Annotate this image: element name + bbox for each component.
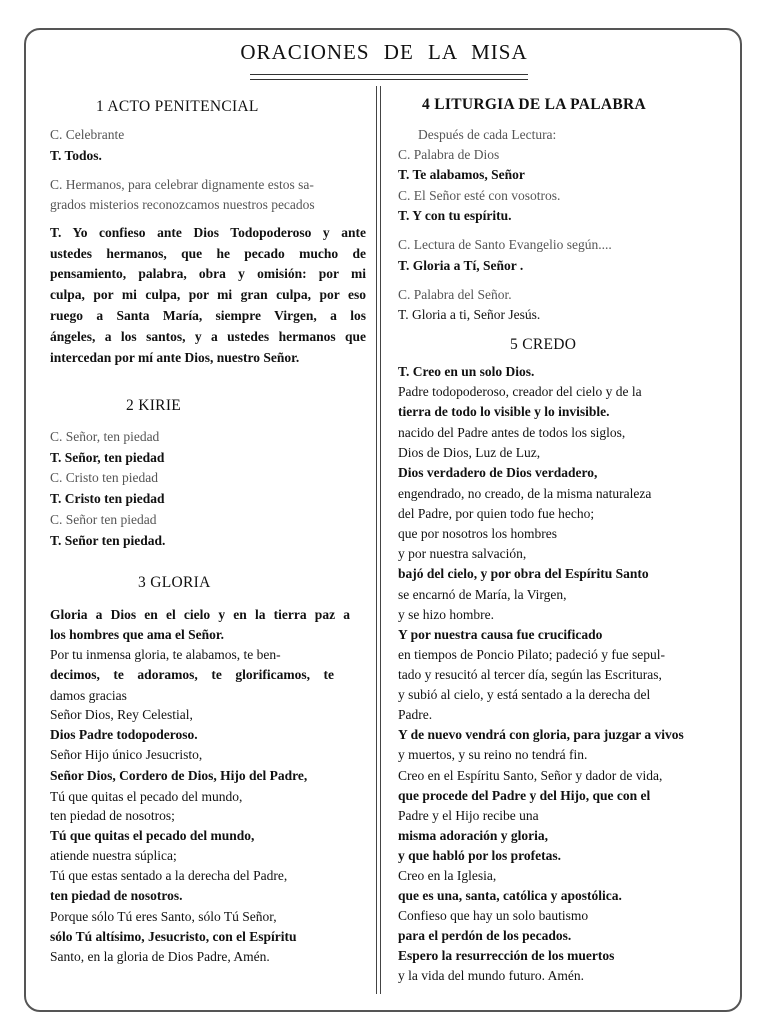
section-line: culpa, por mi culpa, por mi gran culpa, por eso — [50, 287, 366, 302]
section-line: Porque sólo Tú eres Santo, sólo Tú Señor, — [50, 909, 277, 924]
section-line: sólo Tú altísimo, Jesucristo, con el Espíritu — [50, 929, 297, 944]
section-line: Creo en la Iglesia, — [398, 868, 497, 883]
section-line: Después de cada Lectura: — [418, 127, 557, 142]
section-line: en tiempos de Poncio Pilato; padeció y fue sepul- — [398, 647, 665, 662]
column-divider — [376, 86, 381, 994]
section-line: decimos, te adoramos, te glorificamos, te — [50, 667, 334, 682]
section-line: intercedan por mí ante Dios, nuestro Señor. — [50, 350, 300, 365]
section-line: Padre. — [398, 707, 433, 722]
section-line: bajó del cielo, y por obra del Espíritu Santo — [398, 566, 649, 581]
section-line: ruego a Santa María, siempre Virgen, a los — [50, 308, 366, 323]
section-line: Gloria a Dios en el cielo y en la tierra paz a — [50, 607, 350, 622]
section-line: que procede del Padre y del Hijo, que con el — [398, 788, 651, 803]
section-line: se encarnó de María, la Virgen, — [398, 587, 567, 602]
section-line: que es una, santa, católica y apostólica. — [398, 888, 622, 903]
section-line: Santo, en la gloria de Dios Padre, Amén. — [50, 949, 270, 964]
section-line: Y por nuestra causa fue crucificado — [398, 627, 603, 642]
section-line: C. Cristo ten piedad — [50, 470, 158, 485]
section-line: T. Yo confieso ante Dios Todopoderoso y ante — [50, 225, 366, 240]
section-line: pensamiento, palabra, obra y omisión: por mi — [50, 266, 366, 281]
section-line: T. Gloria a ti, Señor Jesús. — [398, 307, 541, 322]
section-line: que por nosotros los hombres — [398, 526, 557, 541]
section-line: T. Y con tu espíritu. — [398, 208, 512, 223]
section-title-acto-penitencial: 1 ACTO PENITENCIAL — [96, 98, 259, 115]
section-line: C. Hermanos, para celebrar dignamente estos sa- — [50, 177, 314, 192]
section-line: C. Celebrante — [50, 127, 125, 142]
section-line: T. Todos. — [50, 148, 102, 163]
section-line: grados misterios reconozcamos nuestros pecados — [50, 197, 315, 212]
section-line: ten piedad de nosotros. — [50, 888, 183, 903]
section-line: nacido del Padre antes de todos los siglos, — [398, 425, 626, 440]
section-line: y subió al cielo, y está sentado a la derecha del — [398, 687, 651, 702]
section-line: T. Gloria a Tí, Señor . — [398, 258, 524, 273]
section-line: tierra de todo lo visible y lo invisible. — [398, 404, 610, 419]
section-line: y por nuestra salvación, — [398, 546, 527, 561]
section-line: atiende nuestra súplica; — [50, 848, 177, 863]
section-line: T. Creo en un solo Dios. — [398, 364, 535, 379]
section-line: T. Señor, ten piedad — [50, 450, 165, 465]
section-title-liturgia-de-la-palabra: 4 LITURGIA DE LA PALABRA — [422, 96, 646, 113]
section-line: Espero la resurrección de los muertos — [398, 948, 615, 963]
section-line: C. Señor ten piedad — [50, 512, 157, 527]
section-line: Dios Padre todopoderoso. — [50, 727, 198, 742]
section-line: y se hizo hombre. — [398, 607, 494, 622]
section-line: Tú que quitas el pecado del mundo, — [50, 828, 255, 843]
section-line: C. Lectura de Santo Evangelio según.... — [398, 237, 612, 252]
section-line: C. Palabra del Señor. — [398, 287, 512, 302]
section-line: ustedes hermanos, que he pecado mucho de — [50, 246, 366, 261]
section-line: tado y resucitó al tercer día, según las Escrituras, — [398, 667, 662, 682]
section-line: C. El Señor esté con vosotros. — [398, 188, 561, 203]
section-line: Padre y el Hijo recibe una — [398, 808, 539, 823]
section-line: Dios de Dios, Luz de Luz, — [398, 445, 541, 460]
section-line: Creo en el Espíritu Santo, Señor y dador de vida, — [398, 768, 663, 783]
section-line: Señor Dios, Rey Celestial, — [50, 707, 193, 722]
section-line: Padre todopoderoso, creador del cielo y de la — [398, 384, 642, 399]
section-line: damos gracias — [50, 688, 127, 703]
section-line: C. Señor, ten piedad — [50, 429, 160, 444]
title-underline — [250, 74, 528, 75]
section-line: Señor Hijo único Jesucristo, — [50, 747, 203, 762]
section-line: Confieso que hay un solo bautismo — [398, 908, 589, 923]
section-line: Por tu inmensa gloria, te alabamos, te ben- — [50, 647, 281, 662]
section-line: Tú que estas sentado a la derecha del Padre, — [50, 868, 288, 883]
section-line: ten piedad de nosotros; — [50, 808, 175, 823]
section-title-credo: 5 CREDO — [510, 336, 577, 353]
section-line: Tú que quitas el pecado del mundo, — [50, 789, 243, 804]
section-line: C. Palabra de Dios — [398, 147, 500, 162]
section-title-gloria: 3 GLORIA — [138, 574, 211, 591]
section-line: Dios verdadero de Dios verdadero, — [398, 465, 598, 480]
section-line: ángeles, a los santos, y a ustedes hermanos que — [50, 329, 366, 344]
section-line: T. Cristo ten piedad — [50, 491, 165, 506]
section-line: Y de nuevo vendrá con gloria, para juzgar a vivos — [398, 727, 684, 742]
section-line: los hombres que ama el Señor. — [50, 627, 225, 642]
title-underline-second — [250, 79, 528, 80]
section-line: y la vida del mundo futuro. Amén. — [398, 968, 584, 983]
section-line: del Padre, por quien todo fue hecho; — [398, 506, 595, 521]
section-line: misma adoración y gloria, — [398, 828, 548, 843]
section-line: T. Señor ten piedad. — [50, 533, 166, 548]
section-line: para el perdón de los pecados. — [398, 928, 572, 943]
section-line: y muertos, y su reino no tendrá fin. — [398, 747, 588, 762]
section-title-kirie: 2 KIRIE — [126, 397, 182, 414]
page-title: ORACIONES DE LA MISA — [240, 40, 528, 64]
section-line: T. Te alabamos, Señor — [398, 167, 525, 182]
section-line: y que habló por los profetas. — [398, 848, 562, 863]
section-line: Señor Dios, Cordero de Dios, Hijo del Padre, — [50, 768, 308, 783]
section-line: engendrado, no creado, de la misma naturaleza — [398, 486, 652, 501]
